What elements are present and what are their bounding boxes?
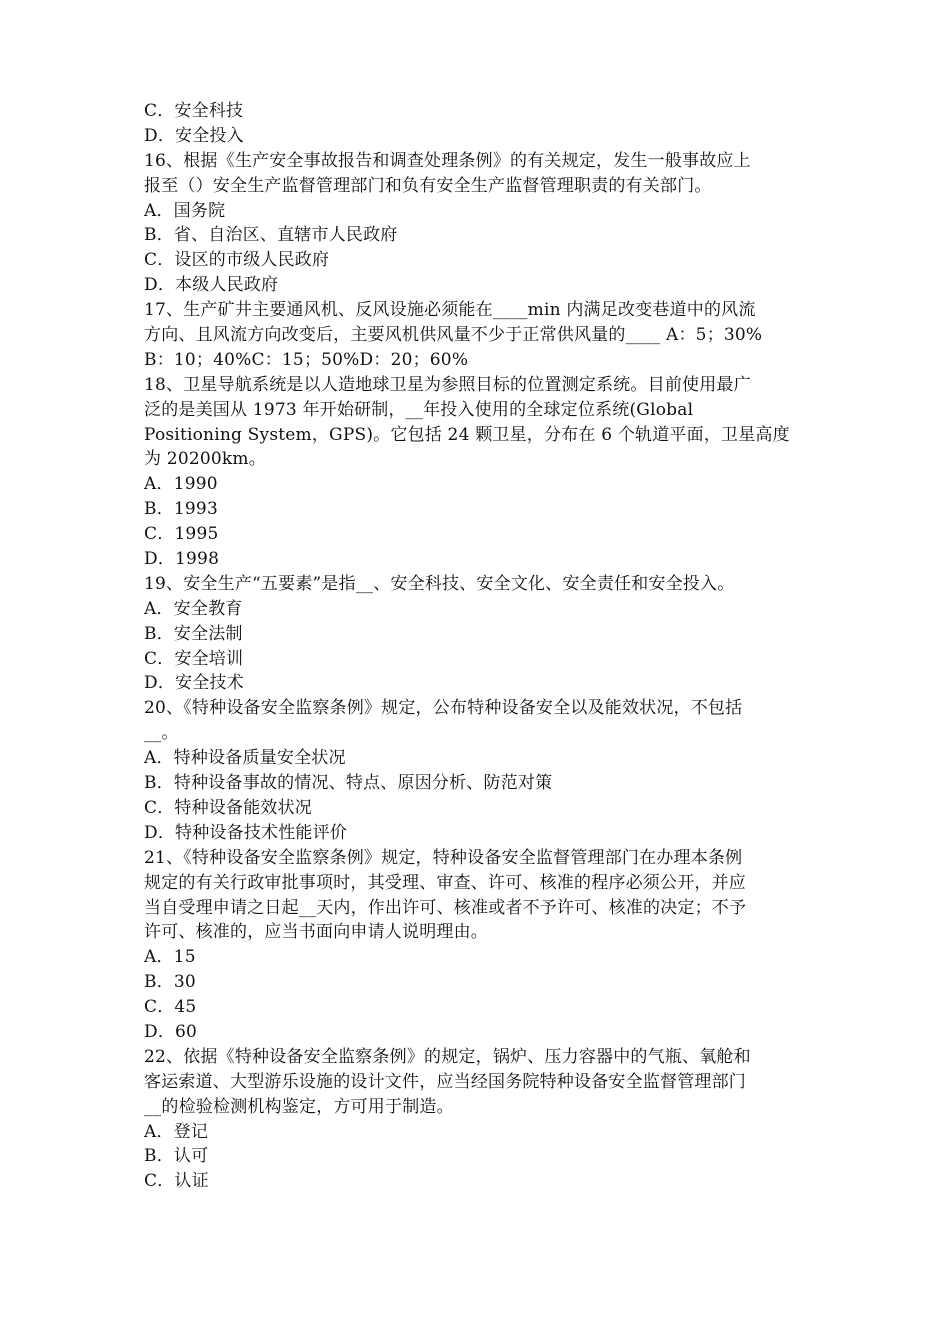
option-d-investment: D．安全投入 [144,125,244,146]
question-21-line-4: 许可、核准的，应当书面向申请人说明理由。 [144,922,488,943]
q22-option-b: B．认可 [144,1146,209,1167]
option-c-tech: C．安全科技 [144,101,244,121]
question-19: 19、安全生产“五要素”是指__、安全科技、安全文化、安全责任和安全投入。 [144,573,735,594]
question-20-line-2: __。 [144,723,179,744]
q18-option-d: D．1998 [144,549,220,570]
question-16-line-1: 16、根据《生产安全事故报告和调查处理条例》的有关规定，发生一般事故应上 [144,150,751,171]
q20-option-c: C．特种设备能效状况 [144,797,313,818]
q19-option-d: D．安全技术 [144,673,244,694]
q19-option-b: B．安全法制 [144,623,243,644]
q20-option-b: B．特种设备事故的情况、特点、原因分析、防范对策 [144,773,553,794]
q21-option-d: D．60 [144,1021,198,1042]
document-body [144,99,810,1194]
q18-option-b: B．1993 [144,499,218,520]
question-21-line-1: 21、《特种设备安全监察条例》规定，特种设备安全监督管理部门在办理本条例 [144,847,743,868]
q22-option-c: C．认证 [144,1171,209,1192]
question-22-line-2: 客运索道、大型游乐设施的设计文件，应当经国务院特种设备安全监督管理部门 [144,1071,746,1092]
question-18-line-1: 18、卫星导航系统是以人造地球卫星为参照目标的位置测定系统。目前使用最广 [144,374,751,395]
q20-option-a: A．特种设备质量安全状况 [144,748,346,769]
question-20-line-1: 20、《特种设备安全监察条例》规定，公布特种设备安全以及能效状况，不包括 [144,698,743,719]
question-22-line-1: 22、依据《特种设备安全监察条例》的规定，锅炉、压力容器中的气瓶、氧舱和 [144,1046,751,1067]
q16-option-b: B．省、自治区、直辖市人民政府 [144,225,398,246]
question-21-line-3: 当自受理申请之日起__天内，作出许可、核准或者不予许可、核准的决定；不予 [144,897,747,918]
question-17-line-3: B：10；40%C：15；50%D：20；60% [144,349,469,370]
q16-option-a: A．国务院 [144,200,226,221]
question-17-line-2: 方向、且风流方向改变后，主要风机供风量不少于正常供风量的____ A：5；30% [144,325,763,346]
q20-option-d: D．特种设备技术性能评价 [144,822,348,843]
q21-option-c: C．45 [144,997,197,1018]
q21-option-b: B．30 [144,972,196,993]
question-22-line-3: __的检验检测机构鉴定，方可用于制造。 [144,1096,454,1117]
question-21-line-2: 规定的有关行政审批事项时，其受理、审查、许可、核准的程序必须公开，并应 [144,872,746,893]
q22-option-a: A．登记 [144,1121,209,1142]
question-18-line-3: Positioning System，GPS)。它包括 24 颗卫星，分布在 6 个轨道平面，卫星高度 [144,424,790,445]
q19-option-c: C．安全培训 [144,648,244,669]
q19-option-a: A．安全教育 [144,598,243,619]
question-18-line-2: 泛的是美国从 1973 年开始研制，__年投入使用的全球定位系统(Global [144,399,694,420]
q18-option-a: A．1990 [144,474,218,495]
q18-option-c: C．1995 [144,524,219,545]
q21-option-a: A．15 [144,947,196,968]
q16-option-c: C．设区的市级人民政府 [144,250,330,271]
question-16-line-2: 报至（）安全生产监督管理部门和负有安全生产监督管理职责的有关部门。 [144,175,712,196]
question-18-line-4: 为 20200km。 [144,449,266,470]
question-17-line-1: 17、生产矿井主要通风机、反风设施必须能在____min 内满足改变巷道中的风流 [144,300,756,321]
q16-option-d: D．本级人民政府 [144,275,279,296]
